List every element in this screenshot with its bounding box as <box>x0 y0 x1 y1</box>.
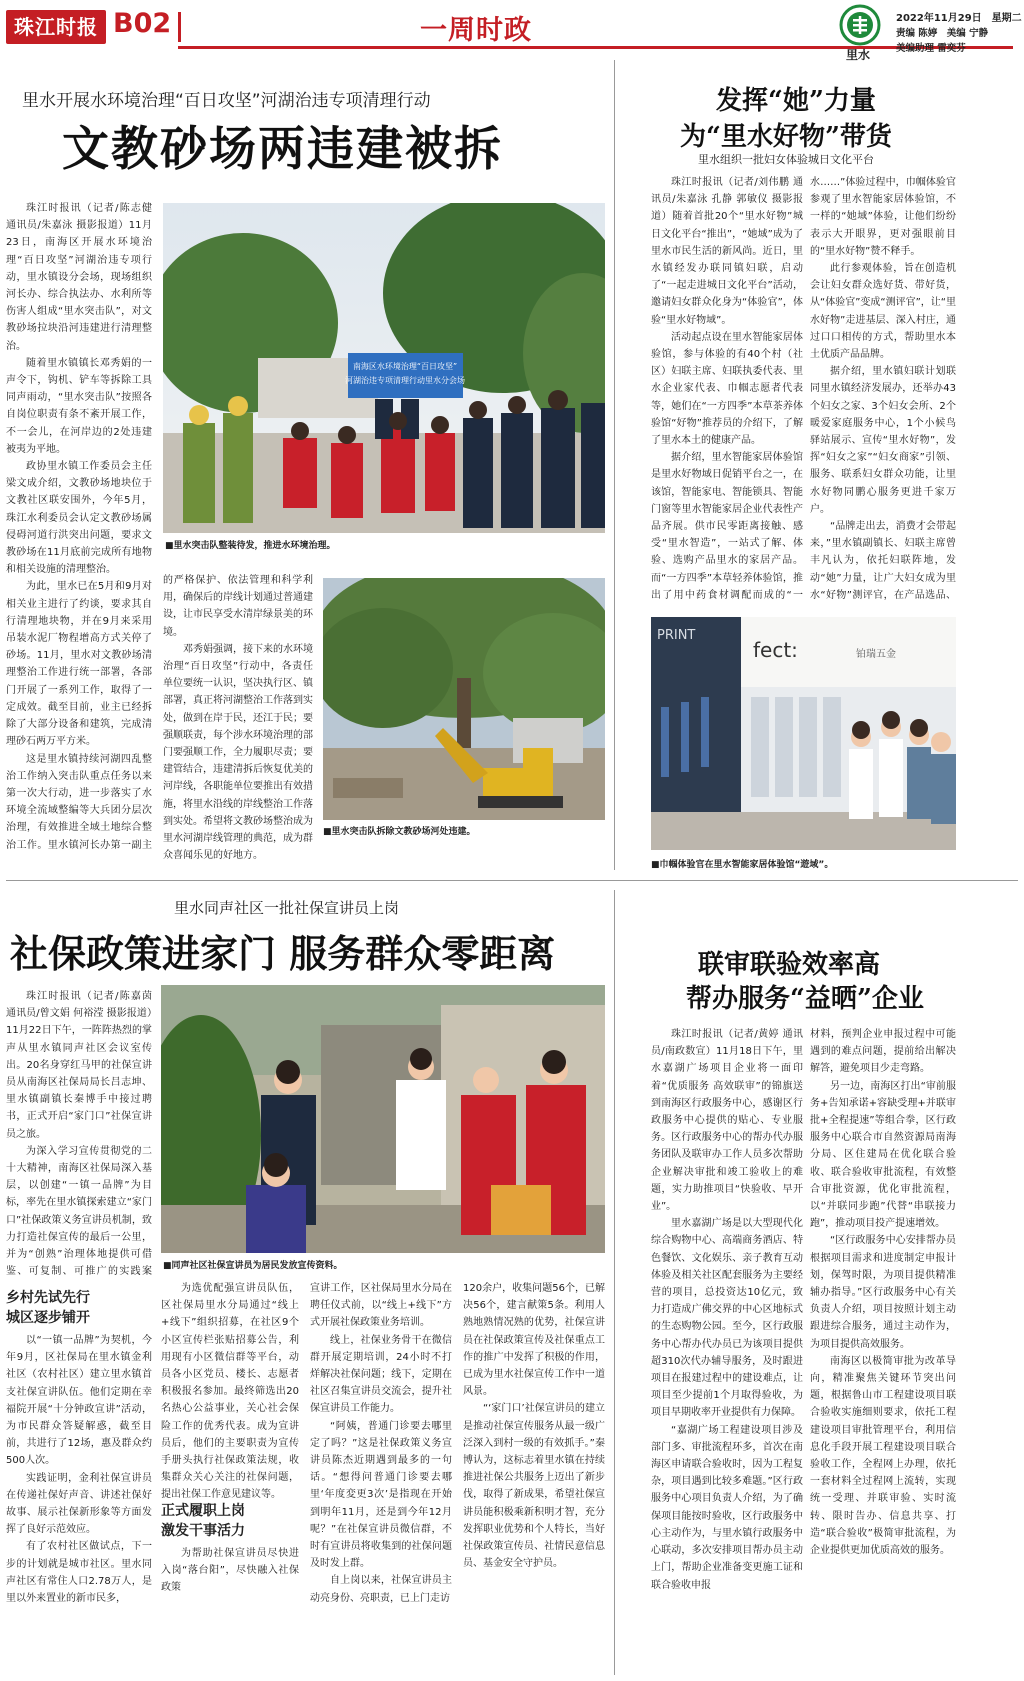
paragraph: 的严格保护、依法管理和科学利用，确保后的岸线计划通过普通建设，让市民享受水清岸绿景美的环境。 <box>163 575 313 638</box>
article1-column-2 <box>163 572 313 862</box>
article3-photo-volunteers <box>161 985 605 1253</box>
paragraph: 这是里水镇持续河湖四乱整治工作纳入突击队重点任务以来第一次大行动，进一步落实了水环境全流域整编等大兵团分层次治理，有效推进全域土地综合整治工作。里水镇河长办第一副主 <box>6 753 152 851</box>
paragraph: 另一边，南海区打出“审前服务+告知承诺+容缺受理+并联审批+全程提速”等组合拳，区行政服务中心联合市自然资源局南海分局、区住建局在优化联合验收、联合验收审批流程，有效整合审批资源，优化审批流程，以“并联同步跑”代替“串联接力跑”，推动项目投产提速增效。 <box>810 1080 956 1230</box>
paragraph: 材料，预判企业申报过程中可能遇到的难点问题，提前给出解决解答，避免项目少走弯路。 <box>810 1029 956 1075</box>
article3-subheading-2b: 激发干事活力 <box>161 1523 245 1539</box>
article4-column-2 <box>810 1026 956 1675</box>
article3-column-2 <box>161 1280 299 1500</box>
article2-subtitle: 里水组织一批妇女体验城日文化平台 <box>698 153 874 166</box>
masthead-logo: 珠江时报 <box>6 10 106 44</box>
paragraph: 里水嘉湖广场是以大型现代化综合购物中心、高端商务酒店、特色餐饮、文化娱乐、亲子教育互动体验及相关社区配套服务为主要经营的项目，总投资达10亿元，致力打造成广佛交界的中心区地标式的生态购物公园。至今，区行政服务中心帮办代办员已为该项目提供超310次代办辅导服务，及时跟进项目在报建过程中的建设难点，让项目至少提前1个月取得验收，为项目早期收率开业提供有力保障。 <box>651 1218 803 1419</box>
article3-caption: ■同声社区社保宣讲员为居民发放宣传资料。 <box>163 1261 343 1271</box>
paragraph: “品牌走出去，消费才会带起来，”里水镇副镇长、妇联主席曾丰凡认为，依托妇联阵地，发动“她”力量，让广大妇女成为里水“好物”测评官，在产品选品、 <box>810 521 956 601</box>
paragraph: 珠江时报讯（记者/陈志健 通讯员/朱嘉泳 摄影报道）11月23日，南海区开展水环境治理“百日攻坚”河湖治违专项行动，里水镇设分会场，现场组织河长办、综合执法办、水利所等伤害人组成“里水突击队”，对文教砂场拉块沿河违建进行清理整治。 <box>6 203 152 352</box>
paragraph: 以“一镇一品牌”为契机，今年9月，区社保局在里水镇金利社区（农村社区）建立里水镇首支社保宣讲队伍。他们定期在幸福院开展“十分钟政宣讲”活动，为市民群众答疑解惑，截至目前，共进行了12场，惠及群众约500人次。 <box>6 1335 152 1467</box>
paragraph: 珠江时报讯（记者/刘伟鹏 通讯员/朱嘉泳 孔静 郭敏仪 摄影报道）随着首批20个“里水好物”城日文化平台“推出”，“她域”成为了里水市民生活的新风尚。近日，里水镇经发办联同镇妇联，启动了“一起走进城日文化平台”活动，邀请妇女群众化身为“体验官”，体验“里水好物域”。 <box>651 177 803 326</box>
paragraph: 宣讲工作，区社保局里水分局在聘任仪式前，以“线上+线下”方式开展社保政策业务培训。 <box>310 1283 452 1329</box>
article4-headline-line-1: 联审联验效率高 <box>698 950 881 980</box>
article2-headline-line-2: 为“里水好物”带货 <box>680 122 892 152</box>
paragraph: 据介绍，里水智能家居体验馆是里水好物域日促销平台之一，在该馆，智能家电、智能锁具、智能门窗等里水智能家居企业代表性产品齐展。供市民零距离接触、感受“里水智造”，一站式了解、体验、选购产品里水的家居产品。而“一方四季”本草轻养体验馆，推出了用中药食材调配而成的“一 <box>651 452 803 601</box>
article4-headline-line-2: 帮办服务“益晒”企业 <box>686 984 924 1014</box>
article3-column-1 <box>6 988 152 1278</box>
article3-headline: 社保政策进家门 服务群众零距离 <box>10 931 556 976</box>
paragraph: 为此，里水已在5月和9月对相关业主进行了约谈，要求其自行清理地块物，并在9月来采用吊装水泥厂物程增高方式关停了砂场。11月，里水对文教砂场清理整治工作进行统一部署，各部门开展了一系列工作，取得了一定成效。截至目前，业主已经拆除了大部分设备和建筑，完成清理砂石两万平方米。 <box>6 581 152 748</box>
paragraph: 为深入学习宣传贯彻党的二十大精神，南海区社保局深入基层，以创建“一镇一品牌”为目标，率先在里水镇探索建立“家门口”社保政策义务宣讲员机制，致力打造社保宣传的最后一公里，并为“创熟”治理体地提供可借鉴、可复制、可推广的实践案 <box>6 1145 152 1278</box>
masthead-divider <box>178 12 181 42</box>
article3-column-4 <box>463 1280 605 1675</box>
paragraph: 此行参观体验，旨在创造机会让妇女群众选好货、带好货，从“体验官”变成“测评官”，让“里水好物”走进基层、深入村庄，通过口口相传的方式，帮助里水本土优质产品品牌。 <box>810 263 956 361</box>
article3-subheading-1a: 乡村先试先行 <box>6 1290 90 1306</box>
article1-caption-2: ■里水突击队拆除文教砂场河处违建。 <box>323 827 476 837</box>
article3-column-3 <box>310 1280 452 1675</box>
article2-photo-showroom <box>651 617 956 850</box>
paragraph: 线上，社保业务骨干在微信群开展定期培训，24小时不打烊解决社保问题；线下，定期在社区召集宣讲员交流会，提升社保宣讲员工作能力。 <box>310 1334 452 1415</box>
paragraph: 自上岗以来，社保宣讲员主动亮身份、亮职责，已上门走访 <box>310 1575 452 1604</box>
issue-date: 2022年11月29日 星期二 <box>896 13 1022 24</box>
paragraph: 随着里水镇镇长邓秀娟的一声令下，钩机、铲车等拆除工具同声雨动，“里水突击队”按照各自岗位职责有条不紊开展工作，不一会儿，在河岸边的2处违建被夷为平地。 <box>6 357 152 455</box>
staff-editors: 责编 陈婷 美编 宁静 <box>896 28 989 39</box>
paragraph: 实践证明，金利社保宣讲员在传递社保好声音、讲述社保好故事、展示社保新形象等方面发挥了良好示范效应。 <box>6 1472 152 1536</box>
paragraph: 邓秀娟强调，接下来的水环境治理“百日攻坚”行动中，各责任单位要统一认识，坚决执行区、镇部署，真正将河湖整治工作落到实处，做到在岸于民，还江于民；要强顺联责，每个涉水环境治理的部门要强顺工作，全力履职尽责；要建管结合，违建清拆后恢复优美的河岸线，各职能单位要推出有效措施，将里水沿线的岸线整治工作落到实处。希望将文教砂场整治成为里水河湖岸线管理的典范，成为群众喜闻乐见的好地方。 <box>163 643 313 862</box>
paragraph: 为帮助社保宣讲员尽快进入岗“落台阳”，尽快融入社保政策 <box>161 1548 299 1594</box>
paragraph: “阿姨，普通门诊要去哪里定了吗？”这是社保政策义务宣讲员陈杰近期遇到最多的一句话。“想得问普通门诊要去哪里‘年度変更3次’是指现在开始到明年11月，还是到今年12月呢？”在社保宣讲员微信群，不时有宣讲员将收集到的社保问题及时发上群。 <box>310 1420 452 1570</box>
paragraph: “区行政服务中心安排帮办员根据项目需求和进度制定申报计划，保驾时限，为项目提供精准辅办指导。”区行政服务中心有关负责人介绍，项目按照计划主动跟进综合服务，通过主动作为，为项目提供高效服务。 <box>810 1235 956 1350</box>
banner-line-2: 河湖治违专项清理行动里水分会场 <box>345 376 465 385</box>
section-divider <box>6 880 1018 881</box>
article3-kicker: 里水同声社区一批社保宣讲员上岗 <box>174 899 400 917</box>
article3-subheading-2a: 正式履职上岗 <box>161 1503 245 1519</box>
paragraph: “‘家门口’社保宣讲员的建立是推动社保宣传服务从最一级广泛深入到村一级的有效抓手。”秦博认为，这标志着里水镇在持续推进社保公共服务上迈出了新步伐，取得了新成果，希望社保宣讲员能积极乘新积明才智，充分发挥职业优势和个人特长，当好社保政策宣传员、社情民意信息员、基金安全守护员。 <box>463 1403 605 1570</box>
section-title: 一周时政 <box>420 15 532 46</box>
paragraph: 珠江时报讯（记者/陈嘉茵 通讯员/曾文娟 何裕滢 摄影报道）11月22日下午，一阵阵热烈的掌声从里水镇同声社区会议室传出。20名身穿红马甲的社保宣讲员从南海区社保局局长吕志坤、里水镇副镇长秦博手中接过聘书，正式开启“家门口”社保宣讲员之旅。 <box>6 991 152 1140</box>
article3-column-1b <box>6 1332 152 1675</box>
article3-subheading-1b: 城区逐步铺开 <box>6 1310 90 1326</box>
paragraph: 南海区以极简审批为改革导向，精准聚焦关键环节突出问题，根据鲁山市工程建设项目联合验收实施细则要求，依托工程建设项目审批管理平台，利用信息化手段开展工程建设项目联合验收工作，全程网上办理，依托一套材料全过程网上流转，实现统一受理、并联审验、实时流转、限时告办、信息共享、打造“联合验收”极简审批流程，为企业提供更加优质高效的服务。 <box>810 1355 956 1557</box>
article1-column-1 <box>6 200 152 855</box>
article2-headline-line-1: 发挥“她”力量 <box>716 86 876 116</box>
article2-caption: ■巾帼体验官在里水智能家居体验馆“遊域”。 <box>651 860 834 870</box>
lishui-emblem-icon <box>839 4 881 46</box>
article3-column-2b <box>161 1545 299 1675</box>
paragraph: 有了农村社区做试点，下一步的计划就是城市社区。里水同声社区有常住人口2.78万人，是里以外来置业的新市民多， <box>6 1541 152 1605</box>
article1-caption-1: ■里水突击队整装待发，推进水环境治理。 <box>165 541 336 551</box>
staff-assistant: 美编助理 雷奕芬 <box>896 43 966 54</box>
article4-column-1 <box>651 1026 803 1675</box>
paragraph: 为选优配强宣讲员队伍，区社保局里水分局通过“线上+线下”组织招募，在社区9个小区宣传栏张贴招募公告，利用现有小区微信群等平台，动员各小区党员、楼长、志愿者积极报名参加。最终筛选出20名热心公益事业，关心社会保险工作的优秀代表。成为宣讲员后，他们的主要职责为宣传手册头执行社保政策法规，收集群众关心关注的社保问题，提出社保工作意见建议等。 <box>161 1283 299 1500</box>
column-divider <box>614 890 615 1675</box>
masthead-rule <box>178 46 1013 49</box>
paragraph: 活动起点设在里水智能家居体验馆，参与体验的有40个村（社区）妇联主席、妇联执委代表、里水企业家代表、巾帼志愿者代表等，她们在“一方四季”本草茶养体验馆“好物”推荐员的介绍下，了解了里水本土的健康产品。 <box>651 331 803 447</box>
article2-column-1 <box>651 174 803 604</box>
emblem-label: 里水 <box>846 48 871 62</box>
article2-column-2 <box>810 174 956 604</box>
article1-kicker: 里水开展水环境治理“百日攻坚”河湖治违专项清理行动 <box>22 91 431 111</box>
article1-photo-volunteers <box>163 203 605 533</box>
article1-headline: 文教砂场两违建被拆 <box>62 122 503 177</box>
column-divider <box>614 60 615 870</box>
paragraph: 政协里水镇工作委员会主任梁文成介绍，文教砂场地块位于文教社区联安围外，今年5月，珠江水利委员会认定文教砂场属侵碍河道行洪突出问题，要求文教砂场在11月底前完成所有地物和相关设施的清理整治。 <box>6 461 152 576</box>
paragraph: 据介绍，里水镇妇联计划联同里水镇经济发展办，还举办43个妇女之家、3个妇女会所、2个暖爱家庭服务中心，1个小候鸟驿站展示、宣传“里水好物”，发挥“妇女之家”“妇女商家”引领、服务、联系妇女群众功能，让里水好物同鹏心服务更进千家万户。 <box>810 366 956 515</box>
paragraph: 水……”体验过程中，巾帼体验官参观了里水智能家居体验馆，不一样的“她域”体验，让他们纷纷表示大开眼界，更对强眼前目的“里水好物”赞不释手。 <box>810 177 956 257</box>
banner-line-1: 南海区水环境治理“百日攻坚” <box>352 362 458 371</box>
paragraph: 120余户，收集问题56个，已解决56个，建言献策5条。利用人熟地熟情况熟的优势，社保宣讲员在社保政策宣传及社保重点工作的推广中发挥了积极的作用，已成为里水社保宣传工作中一道风景。 <box>463 1283 605 1398</box>
showroom-sign-print: PRINT <box>657 628 696 643</box>
article1-photo-demolition <box>323 578 605 820</box>
paragraph: 珠江时报讯（记者/黄婷 通讯员/南政数宣）11月18日下午，里水嘉湖广场项目企业将一面印着“优质服务 高效联审”的锦旗送到南海区行政服务中心，感谢区行政服务中心提供的贴心、专业服务。区行政服务中心的帮办代办服务团队及联审办工作人员多次帮助企业解决审批和竣工验收上的难题，实力助推项目“快验收、早开业”。 <box>651 1029 803 1213</box>
paragraph: “嘉湖广场工程建设项目涉及部门多、审批流程环多，首次在南海区申请联合验收时，因为工程复杂，项目遇到比较多难题。”区行政服务中心项目负责人介绍，为了确保项目能按时验收，区行政服务中心主动作为，与里水镇行政服务中心联动，多次安排项目帮办员主动上门，帮助企业准备变更施工证和联合验收申报 <box>651 1424 803 1591</box>
page-number: B02 <box>113 8 172 39</box>
showroom-sign-shop: 铂瑞五金 <box>856 649 896 660</box>
showroom-sign-brand: fect: <box>753 638 798 662</box>
